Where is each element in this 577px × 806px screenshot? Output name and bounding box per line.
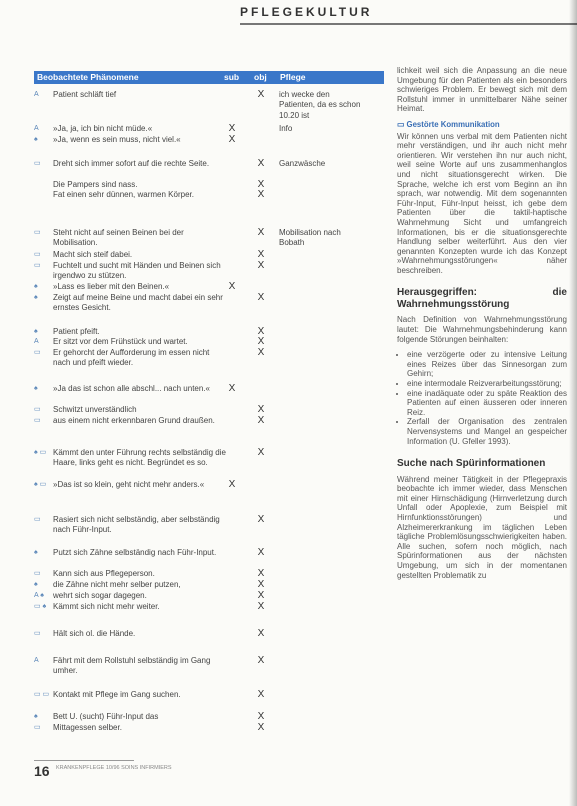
row-marker: A <box>34 338 39 345</box>
obj-checkmark: X <box>257 711 265 722</box>
row-phenomenon: Hält sich ol. die Hände. <box>53 629 136 638</box>
row-marker: A <box>34 125 39 132</box>
col-sub: sub <box>224 72 240 82</box>
row-phenomenon: Die Pampers sind nass. <box>53 180 138 189</box>
row-marker: ♠ <box>34 385 38 392</box>
row-phenomenon: Er gehorcht der Aufforderung im essen nicht nach und pfeift wieder. <box>53 348 210 368</box>
col-phenomena: Beobachtete Phänomene <box>37 72 139 82</box>
heading-search: Suche nach Spürinformationen <box>397 458 546 470</box>
paragraph-communication: Wir können uns verbal mit dem Patienten nicht mehr verständigen, und ihr auch nicht mehr orientieren. Wir verstehen ihn nur auch nicht, weil seine Worte auf uns zusammenhanglos und nicht situationsgerecht wirken. Die Sprache, welche ich erst vom Beginn an ihn sprach, war notwendig. Mit dem sogenannten Führ-Input, Führ-Input heisst, ich gebe dem Patienten über die taktil-haptische Wahrnehmung Sicht und umfangreich Informationen, bis er die situationsgerechte Handlung selber weiterführt. Aus den vier genannten Konzepten wurde ich das Konzept »Wahrnehmungsstörungen« näher beschreiben. <box>397 131 567 275</box>
row-phenomenon: Dreht sich immer sofort auf die rechte Seite. <box>53 159 210 168</box>
row-phenomenon: Kämmt den unter Führung rechts selbständig die Haare, links geht es nicht. Begründet es so. <box>53 448 226 468</box>
row-care: ich wecke den Patienten, da es schon 10.20 ist <box>279 90 361 120</box>
row-phenomenon: die Zähne nicht mehr selber putzen, <box>53 580 181 589</box>
obj-checkmark: X <box>257 89 265 100</box>
obj-checkmark: X <box>257 260 265 271</box>
row-phenomenon: Fährt mit dem Rollstuhl selbständig im Gang umher. <box>53 656 211 676</box>
obj-checkmark: X <box>257 249 265 260</box>
obj-checkmark: X <box>257 547 265 558</box>
page-number: 16 <box>34 763 50 779</box>
obj-checkmark: X <box>257 404 265 415</box>
row-phenomenon: Steht nicht auf seinen Beinen bei der Mobilisation. <box>53 228 184 248</box>
row-phenomenon: »Das ist so klein, geht nicht mehr anders.« <box>53 480 205 489</box>
row-phenomenon: aus einem nicht erkennbaren Grund draußen. <box>53 416 215 425</box>
obj-checkmark: X <box>257 189 265 200</box>
row-phenomenon: Rasiert sich nicht selbständig, aber selbständig nach Führ-Input. <box>53 515 220 535</box>
subheading-communication: ▭ Gestörte Kommunikation <box>397 119 500 129</box>
row-marker: ♠ <box>34 136 38 143</box>
row-marker: ♠ <box>34 294 38 301</box>
page-header <box>240 3 577 23</box>
row-phenomenon: Kämmt sich nicht mehr weiter. <box>53 602 160 611</box>
row-phenomenon: »Ja, wenn es sein muss, nicht viel.« <box>53 135 181 144</box>
obj-checkmark: X <box>257 326 265 337</box>
sub-checkmark: X <box>228 383 236 394</box>
list-item: • eine intermodale Reizverarbeitungsstörung; <box>407 379 567 389</box>
obj-checkmark: X <box>257 347 265 358</box>
row-phenomenon: Zeigt auf meine Beine und macht dabei ein sehr ernstes Gesicht. <box>53 293 223 313</box>
obj-checkmark: X <box>257 292 265 303</box>
row-marker: ♠ ▭ <box>34 481 47 488</box>
row-marker: ♠ <box>34 328 38 335</box>
row-marker: ▭ <box>34 160 41 167</box>
row-marker: A <box>34 91 39 98</box>
row-marker: ▭ ▭ <box>34 691 50 698</box>
footer-rule <box>34 760 134 761</box>
obj-checkmark: X <box>257 568 265 579</box>
col-obj: obj <box>254 72 267 82</box>
paragraph-definition: Nach Definition von Wahrnehmungsstörung lautet: Die Wahrnehmungsbehinderung kann folgende Störungen beinhalten: <box>397 315 567 344</box>
row-care: Mobilisation nach Bobath <box>279 228 341 248</box>
row-phenomenon: Bett U. (sucht) Führ-Input das <box>53 712 159 721</box>
list-item: • eine inadäquate oder zu späte Reaktion des Patienten auf einen äusseren oder inneren Reiz. <box>407 389 567 418</box>
header-title: PFLEGEKULTUR <box>240 5 373 19</box>
obj-checkmark: X <box>257 628 265 639</box>
obj-checkmark: X <box>257 415 265 426</box>
obj-checkmark: X <box>257 601 265 612</box>
obj-checkmark: X <box>257 590 265 601</box>
row-phenomenon: Macht sich steif dabei. <box>53 250 133 259</box>
obj-checkmark: X <box>257 179 265 190</box>
heading-perception: Herausgegriffen: die Wahrnehmungsstörung <box>397 287 567 310</box>
obj-checkmark: X <box>257 579 265 590</box>
row-phenomenon: Mittagessen selber. <box>53 723 122 732</box>
row-marker: ♠ <box>34 713 38 720</box>
row-phenomenon: »Ja, ja, ich bin nicht müde.« <box>53 124 153 133</box>
obj-checkmark: X <box>257 514 265 525</box>
header-rule <box>240 23 577 25</box>
row-marker: ▭ <box>34 262 41 269</box>
table-body <box>34 84 384 764</box>
sub-checkmark: X <box>228 123 236 134</box>
row-phenomenon: Schwitzt unverständlich <box>53 405 137 414</box>
disorder-list <box>397 350 567 446</box>
row-marker: ▭ <box>34 516 41 523</box>
row-phenomenon: »Lass es lieber mit den Beinen.« <box>53 282 170 291</box>
row-marker: ♠ ▭ <box>34 449 47 456</box>
row-marker: ♠ <box>34 581 38 588</box>
observation-table <box>34 71 384 764</box>
obj-checkmark: X <box>257 655 265 666</box>
row-phenomenon: Kann sich aus Pflegeperson. <box>53 569 155 578</box>
row-marker: ▭ <box>34 630 41 637</box>
row-marker: A <box>34 657 39 664</box>
list-item: • Zerfall der Organisation des zentralen Nervensystems und Mangel an gespeicher Information (U. Gfeller 1993). <box>407 417 567 446</box>
row-phenomenon: Putzt sich Zähne selbständig nach Führ-Input. <box>53 548 217 557</box>
row-phenomenon: Fuchtelt und sucht mit Händen und Beinen sich irgendwo zu stützen. <box>53 261 221 281</box>
row-marker: ▭ <box>34 417 41 424</box>
row-phenomenon: Fat einen sehr dünnen, warmen Körper. <box>53 190 194 199</box>
row-marker: ♠ <box>34 549 38 556</box>
table-header <box>34 71 384 84</box>
right-column <box>397 66 567 586</box>
page-gutter-shadow <box>569 0 577 806</box>
row-phenomenon: Er sitzt vor dem Frühstück und wartet. <box>53 337 188 346</box>
row-care: Ganzwäsche <box>279 159 326 168</box>
row-marker: ▭ <box>34 349 41 356</box>
row-marker: A ♠ <box>34 592 44 599</box>
row-phenomenon: Patient schläft tief <box>53 90 117 99</box>
row-phenomenon: Patient pfeift. <box>53 327 100 336</box>
row-marker: ▭ <box>34 229 41 236</box>
row-care: Info <box>279 124 293 133</box>
list-item: • eine verzögerte oder zu intensive Leitung eines Reizes über das Sinnesorgan zum Gehirn; <box>407 350 567 379</box>
row-phenomenon: »Ja das ist schon alle abschl... nach unten.« <box>53 384 210 393</box>
row-marker: ▭ <box>34 251 41 258</box>
row-marker: ▭ ♠ <box>34 603 47 610</box>
obj-checkmark: X <box>257 158 265 169</box>
paragraph-intro: lichkeit weil sich die Anpassung an die neue Umgebung für den Patienten als ein besonders schwieriges Problem. Er bewegt sich mit dem Rollstuhl immer in unmittelbarer Nähe seiner Heimat. <box>397 66 567 114</box>
obj-checkmark: X <box>257 447 265 458</box>
obj-checkmark: X <box>257 227 265 238</box>
obj-checkmark: X <box>257 336 265 347</box>
row-marker: ▭ <box>34 406 41 413</box>
sub-checkmark: X <box>228 281 236 292</box>
row-marker: ▭ <box>34 570 41 577</box>
paragraph-search: Während meiner Tätigkeit in der Pflegepraxis beobachte ich immer wieder, dass Menschen mit einer Hirnschädigung (Hirnverletzung durch Unfall oder Apoplexie, zum Beispiel mit Hirnfunktionsstörungen) und Alzheimererkrankung im täglichen Leben tägliche Problemlösungsschwierigkeiten haben. Alle suchen, sofern noch möglich, nach Spürinformationen aus der nächsten Umgebung, um sich in der momentanen gestellten Problematik zu <box>397 474 567 580</box>
col-care: Pflege <box>280 72 306 82</box>
row-phenomenon: wehrt sich sogar dagegen. <box>53 591 147 600</box>
row-marker: ▭ <box>34 724 41 731</box>
row-phenomenon: Kontakt mit Pflege im Gang suchen. <box>53 690 181 699</box>
sub-checkmark: X <box>228 479 236 490</box>
obj-checkmark: X <box>257 722 265 733</box>
footer-info: KRANKENPFLEGE 10/96 SOINS INFIRMIERS <box>56 765 172 771</box>
row-marker: ♠ <box>34 283 38 290</box>
sub-checkmark: X <box>228 134 236 145</box>
obj-checkmark: X <box>257 689 265 700</box>
